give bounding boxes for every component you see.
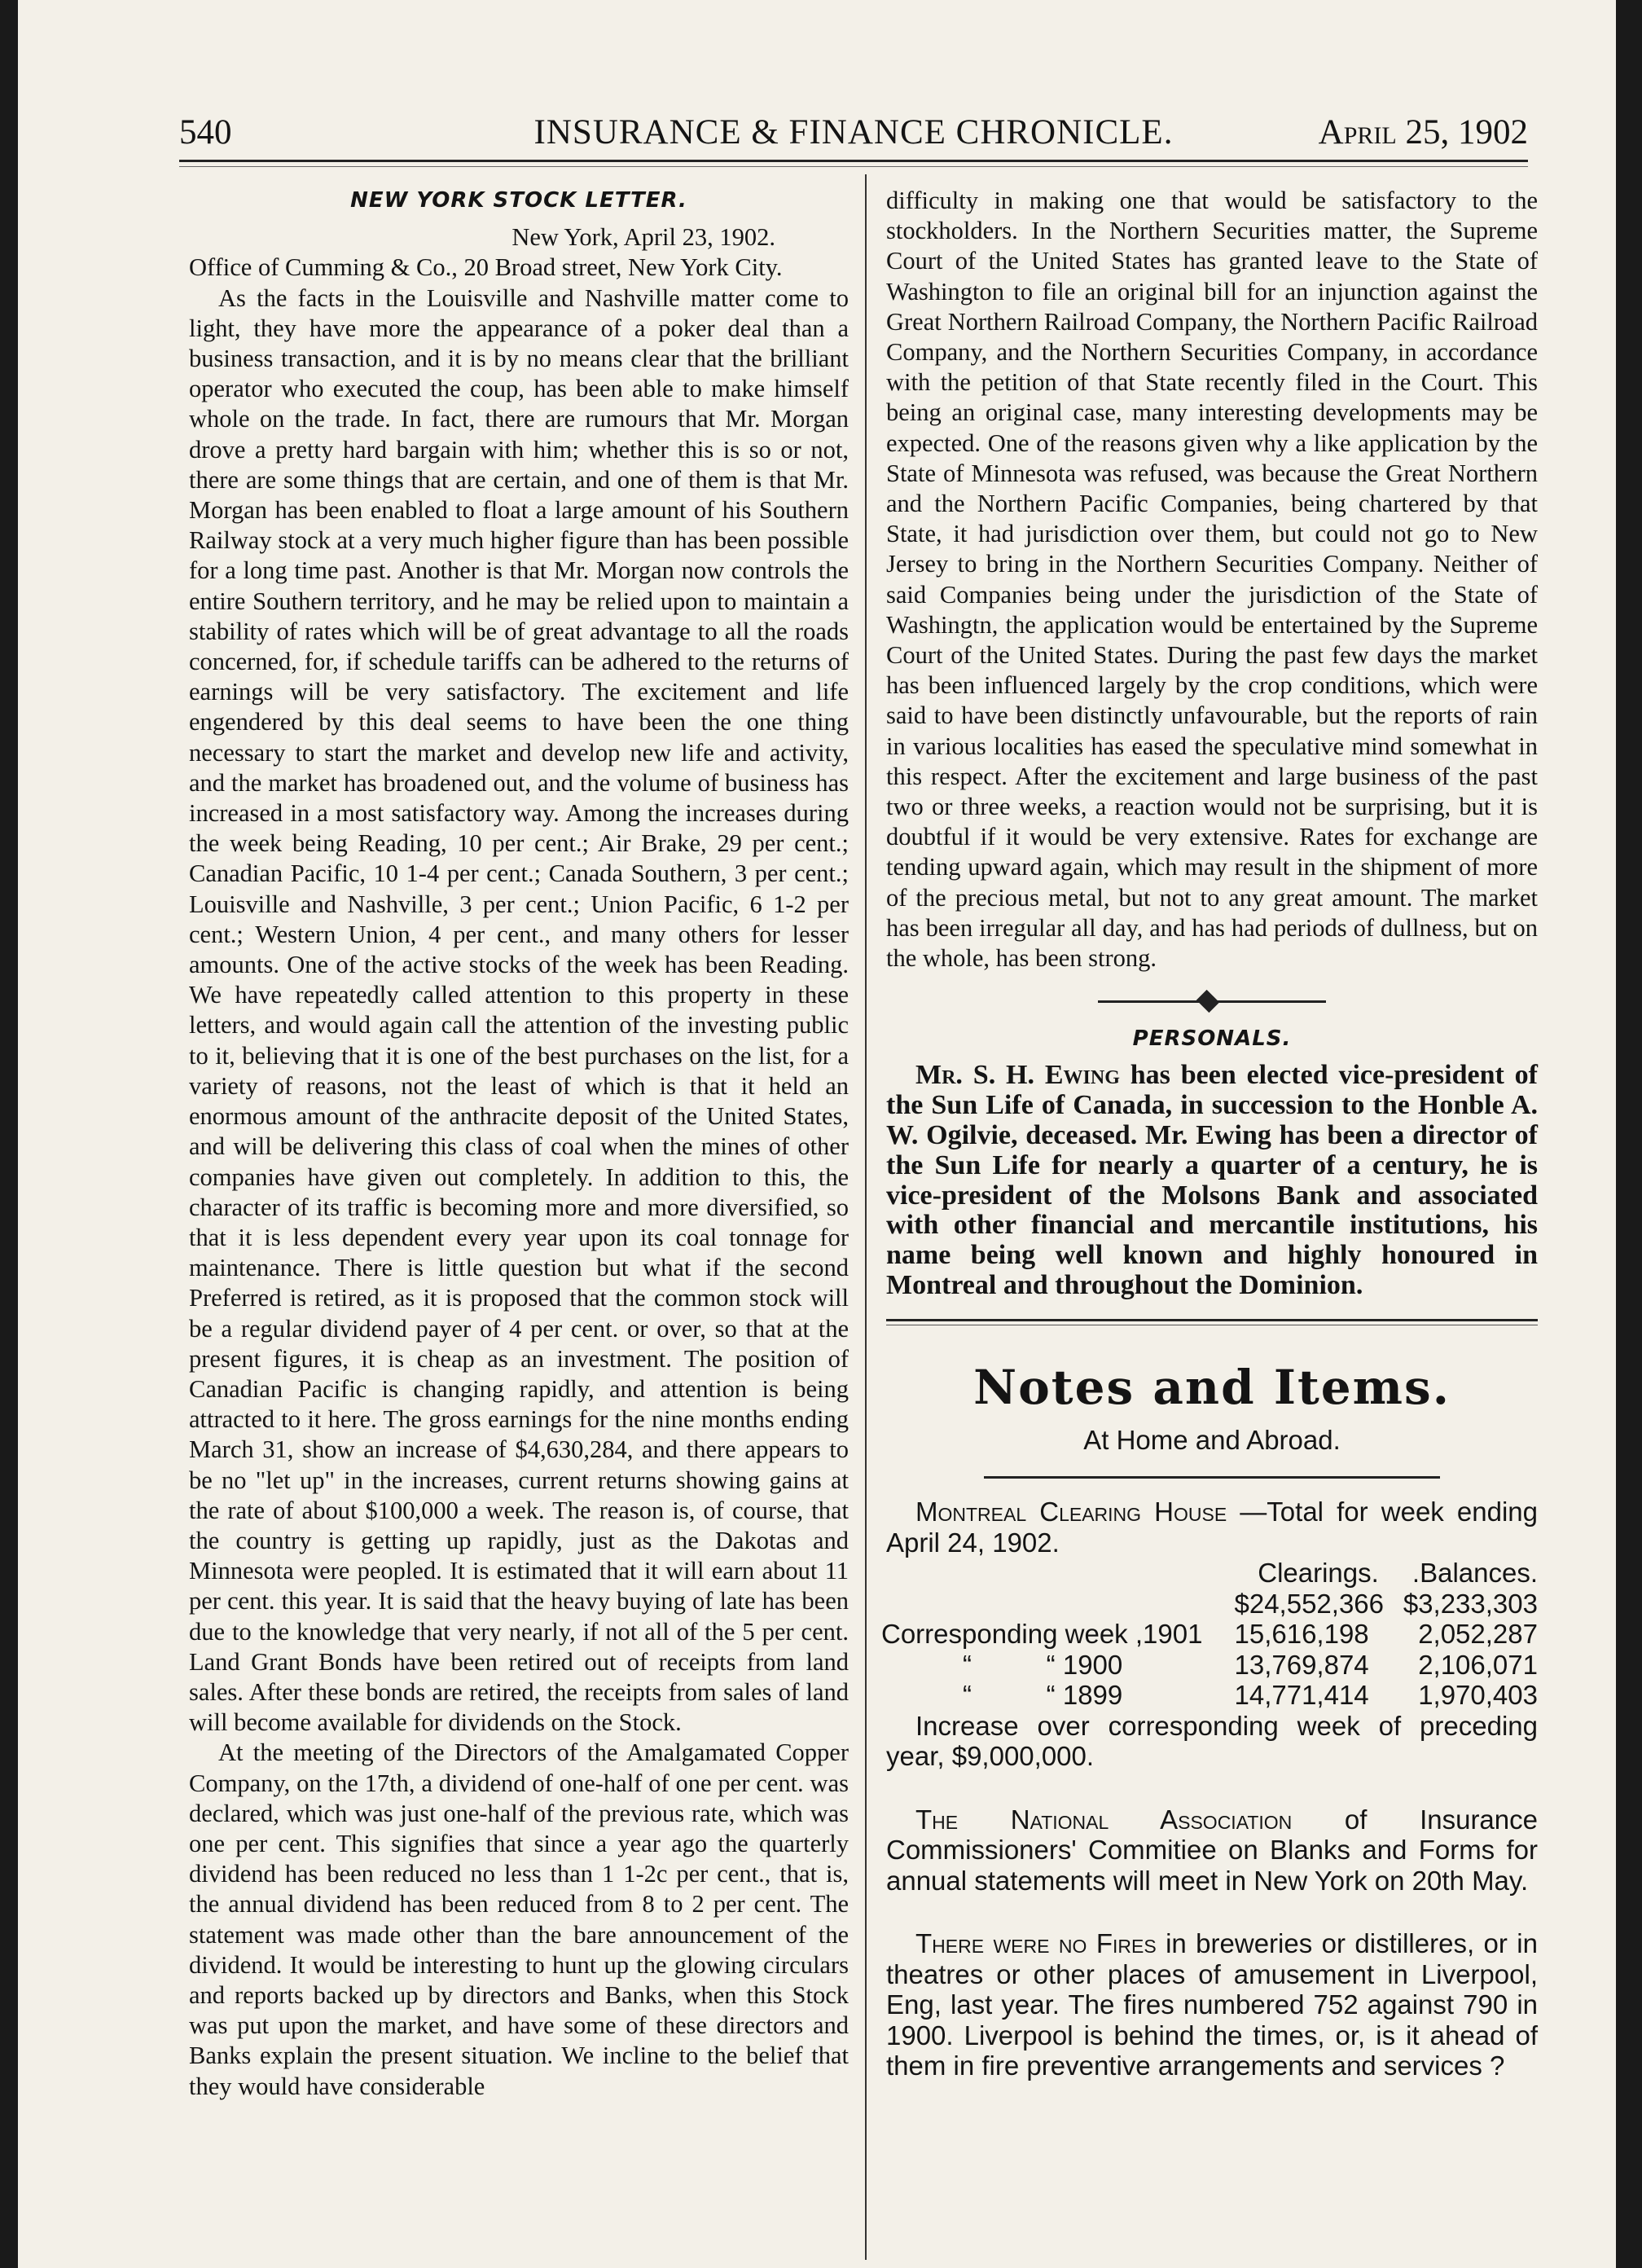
balances-value: 2,106,071 — [1418, 1649, 1538, 1680]
clearings-value: $24,552,366 — [1234, 1588, 1385, 1619]
issue-date: April 25, 1902 — [1318, 113, 1528, 152]
notes-subtitle: At Home and Abroad. — [1083, 1424, 1341, 1455]
personals-text: has been elected vice-president of the Sun Life of Canada, in succession to the Honble A. W. Ogilvie, deceased. Mr. Ewing has been a director of the Sun Life for nearly a quarter of a century, he is vice-president of the Molsons Bank and associated with other financial and mercantile institutions, his name being well known and highly honoured in Montreal and throughout the Dominion. — [886, 1060, 1539, 1301]
column-divider — [865, 174, 867, 2260]
clearing-intro — [886, 1497, 1538, 1558]
personals-heading: PERSONALS. — [1132, 1026, 1292, 1052]
table-row — [881, 1619, 1538, 1650]
table-row — [881, 1680, 1538, 1711]
notes-title: Notes and Items. — [973, 1359, 1451, 1415]
nat-assoc-paragraph — [886, 1804, 1538, 1897]
table-row — [881, 1589, 1538, 1620]
personals-section — [886, 1061, 1538, 1300]
stock-letter-office: Office of Cumming & Co., 20 Broad street, New York City. — [189, 253, 783, 282]
clearings-value: 15,616,198 — [1234, 1619, 1369, 1650]
fires-text: in breweries or distilleres, or in theatres or other places of amusement in Liverpool, Eng, last year. The fires numbered 752 against 790 in 1900. Liverpool is behind the times, or, is it ahead of them in fire preventive arrangements and services ? — [886, 1928, 1538, 2081]
balances-value: 2,052,287 — [1418, 1619, 1538, 1650]
stock-letter-heading: NEW YORK STOCK LETTER. — [350, 188, 687, 213]
stock-letter-paragraph-2: At the meeting of the Directors of the Amalgamated Copper Company, on the 17th, a dividend of one-half of one per cent. was declared, which was just one-half of the previous rate, which was one per cent. This signifies that since a year ago the quarterly dividend has been reduced no less than 1 1-2c per cent., that is, the annual dividend has been reduced from 8 to 2 per cent. The statement was made other than the bare announcement of the dividend. It would be interesting to hunt up the glowing circulars and reports backed up by directors and Banks, when this Stock was put upon the market, and have some of these directors and Banks explain the present situation. We incline to the belief that they would have considerable — [189, 1738, 849, 2100]
right-column — [881, 186, 1539, 2081]
page-number: 540 — [179, 113, 232, 152]
publication-title: INSURANCE & FINANCE CHRONICLE. — [533, 113, 1174, 152]
clearing-lead: Montreal Clearing House — [915, 1497, 1227, 1527]
page-header — [179, 112, 1528, 158]
table-row — [881, 1650, 1538, 1681]
clearings-table — [881, 1558, 1538, 1711]
left-column — [189, 186, 849, 2102]
stock-letter-paragraph-3: difficulty in making one that would be satisfactory to the stockholders. In the Northern Securities matter, the Supreme Court of the United States has granted leave to the State of Washington to file an original bill for an injunction against the Great Northern Railroad Company, the Northern Pacific Railroad Company, and the Northern Securities Company, in accordance with the petition of that State recently filed in the Court. This being an original case, many interesting developments may be expected. One of the reasons given why a like application by the State of Minnesota was refused, was because the Great Northern and the Northern Pacific Companies, being chartered by that State, it had jurisdiction over them, but could not go to New Jersey to bring in the Northern Securities Company. Neither of said Companies being under the jurisdiction of the State of Washingtn, the application would be entertained by the Supreme Court of the United States. During the past few days the market has been influenced largely by the crop conditions, which were said to have been distinctly unfavourable, but the reports of rain in various localities has eased the speculative mind somewhat in this respect. After the excitement and large business of the past two or three weeks, a reaction would not be surprising, but it is doubtful if it would be very extensive. Rates for exchange are tending upward again, which may result in the shipment of more of the precious metal, but not to any great amount. The market has been irregular all day, and has had periods of dullness, but on the whole, has been strong. — [886, 187, 1538, 973]
clearing-summary: Increase over corresponding week of preceding year, $9,000,000. — [886, 1710, 1538, 1772]
clearings-col-header: Clearings. — [1258, 1558, 1379, 1589]
stock-letter-dateline: New York, April 23, 1902. — [511, 223, 775, 252]
fires-lead: There were no Fires — [915, 1928, 1157, 1959]
header-rule — [179, 160, 1528, 162]
balances-value: 1,970,403 — [1418, 1680, 1538, 1711]
personals-paragraph — [886, 1061, 1538, 1300]
personals-lead: Mr. S. H. Ewing — [915, 1060, 1120, 1091]
section-ornament — [886, 988, 1538, 1016]
stock-letter-paragraph-1: As the facts in the Louisville and Nashville matter come to light, they have more the appearance of a poker deal than a business transaction, and it is by no means clear that the brilliant operator who executed the coup, has been able to make himself whole on the trade. In fact, there are rumours that Mr. Morgan drove a pretty hard bargain with him; whether this is so or not, there are some things that are certain, and one of them is that Mr. Morgan has been enabled to float a large amount of his Southern Railway stock at a very much higher figure than has been possible for a long time past. Another is that Mr. Morgan now controls the entire Southern territory, and he may be relied upon to maintain a stability of rates which will be of great advantage to all the roads concerned, for, if schedule tariffs can be adhered to the returns of earnings will be very satisfactory. The excitement and life engendered by this deal seems to have been the one thing necessary to start the market and develop new life and activity, and the market has broadened out, and the volume of business has increased in a most satisfactory way. Among the increases during the week being Reading, 10 per cent.; Air Brake, 29 per cent.; Canadian Pacific, 10 1-4 per cent.; Canada Southern, 3 per cent.; Louisville and Nashville, 3 per cent.; Union Pacific, 6 1-2 per cent.; Western Union, 4 per cent., and many others for lesser amounts. One of the active stocks of the week has been Reading. We have repeatedly called attention to this property in these letters, and would again call the attention of the investing public to it, believing that it is one of the best purchases on the list, for a variety of reasons, not the least of which is that it held an enormous amount of the anthracite deposit of the United States, and will be delivering this class of coal when the mines of other companies have given out completely. In addition to this, the character of its traffic is becoming more and more diversified, so that it is less dependent every year upon its coal tonnage for maintenance. There is little question but what if the second Preferred is retired, as it is proposed that the common stock will be a regular dividend payer of 4 per cent. or over, so that at the present figures, it is cheap as an investment. The position of Canadian Pacific is changing rapidly, and attention is being attracted to it here. The gross earnings for the nine months ending March 31, show an increase of $4,630,284, and there appears to be no "let up" in the increases, current returns showing gains at the rate of about $100,000 a week. The reason is, of course, that the country is getting up rapidly, just as the Dakotas and Minnesota were peopled. It is estimated that it will earn about 11 per cent. this year. It is said that the heavy buying of late has been due to the knowledge that very nearly, if not all of the 5 per cent. Land Grant Bonds have been retired out of receipts from land sales. After these bonds are retired, the receipts from sales of land will become available for dividends on the Stock. — [189, 284, 849, 1737]
clearing-intro-text: —Total for week ending April 24, 1902. — [886, 1497, 1539, 1558]
ornament-diamond — [1196, 990, 1219, 1013]
row-year: 1900 — [1062, 1649, 1123, 1680]
notes-rule — [984, 1476, 1440, 1479]
clearings-value: 13,769,874 — [1234, 1649, 1369, 1680]
balances-col-header: .Balances. — [1412, 1558, 1538, 1589]
row-label: Corresponding week , — [881, 1619, 1144, 1650]
row-label: “ “ — [963, 1680, 1056, 1711]
row-year: 1901 — [1143, 1619, 1203, 1650]
clearings-value: 14,771,414 — [1234, 1680, 1369, 1711]
nat-assoc-text: of Insurance Commissioners' Commitiee on Blanks and Forms for annual statements will meet in New York on 20th May. — [886, 1804, 1538, 1896]
row-label: “ “ — [963, 1649, 1056, 1680]
section-rule — [886, 1319, 1538, 1321]
notes-section — [881, 1497, 1539, 2081]
clearings-header-row — [881, 1558, 1538, 1589]
balances-value: $3,233,303 — [1403, 1588, 1538, 1619]
header-rule-thin — [179, 166, 1528, 167]
nat-assoc-lead: The National Association — [915, 1804, 1293, 1835]
row-year: 1899 — [1062, 1680, 1123, 1711]
fires-paragraph — [886, 1928, 1538, 2081]
